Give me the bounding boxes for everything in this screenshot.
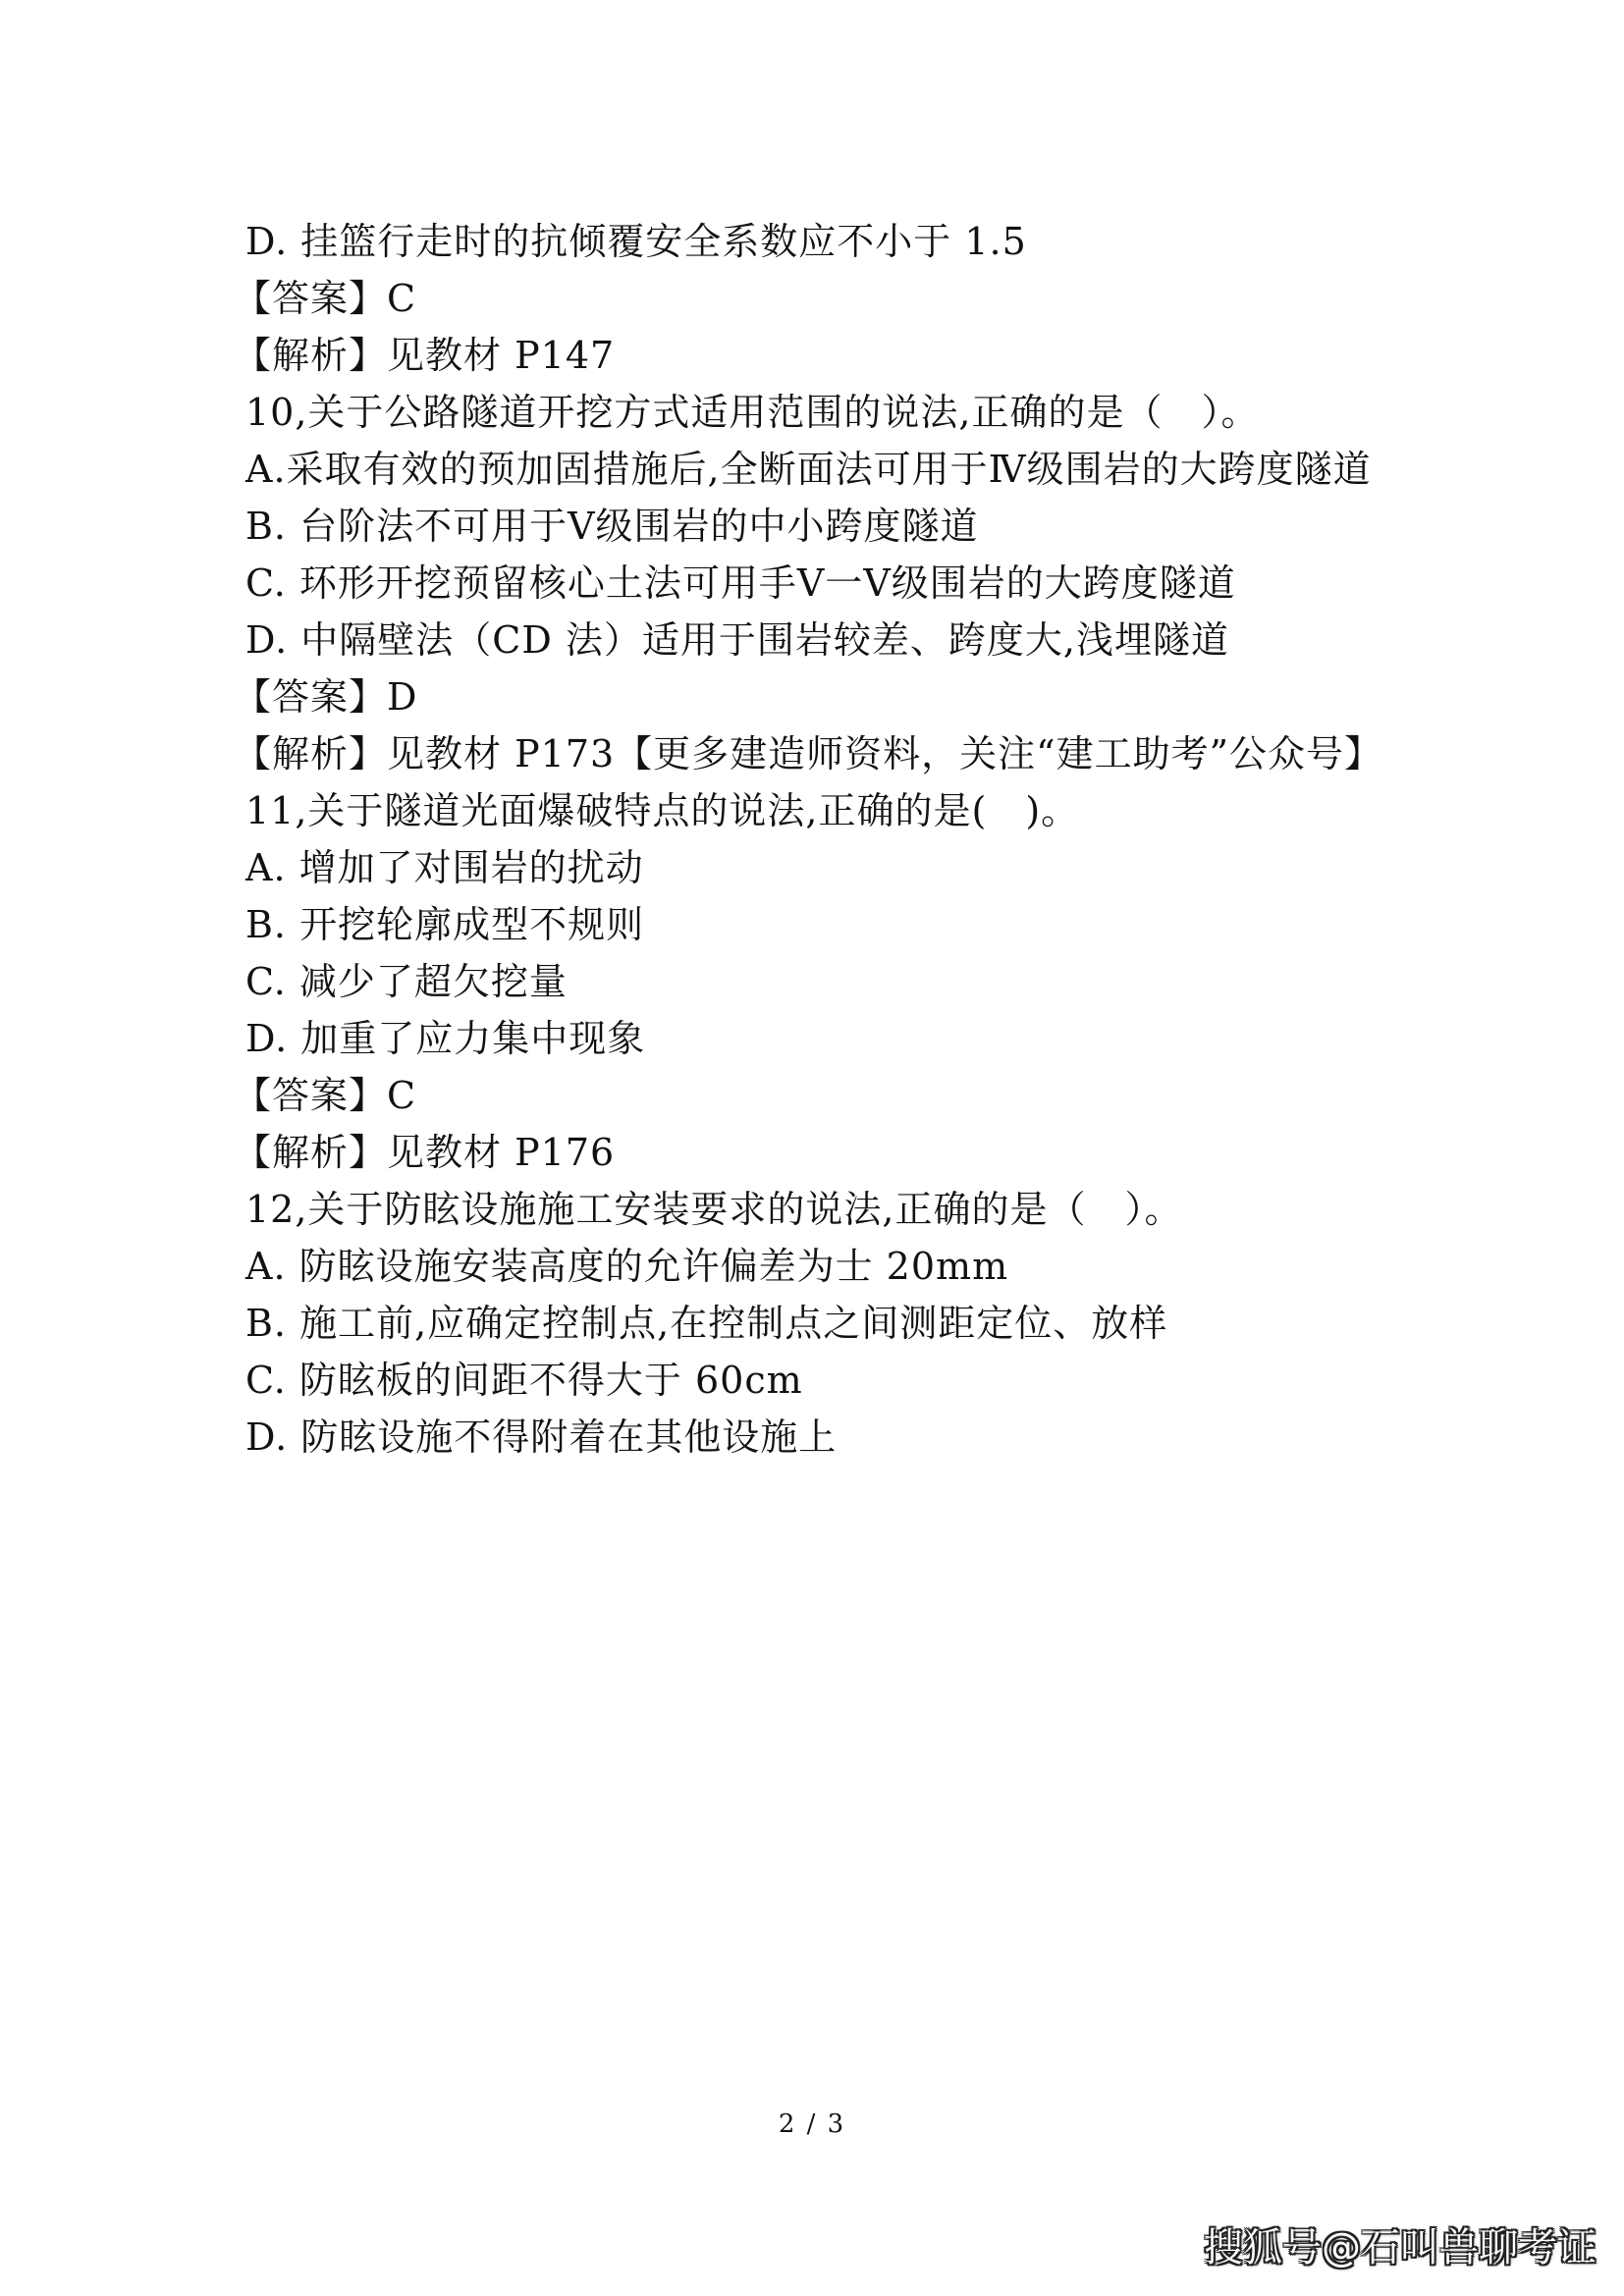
option-d-q11: D. 加重了应力集中现象 [245, 1017, 646, 1060]
option-d-q9: D. 挂篮行走时的抗倾覆安全系数应不小于 1.5 [245, 220, 1027, 263]
option-d-q12: D. 防眩设施不得附着在其他设施上 [245, 1415, 838, 1459]
answer-q10: 【答案】D [234, 675, 418, 719]
question-10: 10,关于公路隧道开挖方式适用范围的说法,正确的是（ ）。 [245, 391, 1260, 434]
option-a-q11: A. 增加了对围岩的扰动 [245, 846, 644, 889]
answer-q9: 【答案】C [234, 277, 417, 320]
watermark-text: 搜狐号@石叫兽聊考证 [1204, 2225, 1597, 2270]
option-c-q11: C. 减少了超欠挖量 [245, 960, 568, 1003]
analysis-q10: 【解析】见教材 P173【更多建造师资料，关注“建工助考”公众号】 [234, 732, 1383, 775]
option-b-q10: B. 台阶法不可用于Ⅴ级围岩的中小跨度隧道 [245, 505, 979, 548]
page-number: 2 / 3 [778, 2109, 846, 2139]
analysis-q11: 【解析】见教材 P176 [234, 1131, 616, 1174]
option-b-q12: B. 施工前,应确定控制点,在控制点之间测距定位、放样 [245, 1302, 1168, 1345]
analysis-q9: 【解析】见教材 P147 [234, 334, 616, 377]
answer-q11: 【答案】C [234, 1074, 417, 1117]
option-c-q12: C. 防眩板的间距不得大于 60cm [245, 1359, 803, 1402]
option-d-q10: D. 中隔壁法（CD 法）适用于围岩较差、跨度大,浅埋隧道 [245, 618, 1229, 662]
question-12: 12,关于防眩设施施工安装要求的说法,正确的是（ ）。 [245, 1188, 1183, 1231]
option-b-q11: B. 开挖轮廓成型不规则 [245, 903, 645, 946]
question-11: 11,关于隧道光面爆破特点的说法,正确的是( )。 [245, 789, 1080, 832]
option-c-q10: C. 环形开挖预留核心土法可用手Ⅴ一Ⅴ级围岩的大跨度隧道 [245, 561, 1236, 605]
option-a-q12: A. 防眩设施安装高度的允许偏差为士 20mm [245, 1245, 1009, 1288]
option-a-q10: A.采取有效的预加固措施后,全断面法可用于Ⅳ级围岩的大跨度隧道 [245, 448, 1372, 491]
